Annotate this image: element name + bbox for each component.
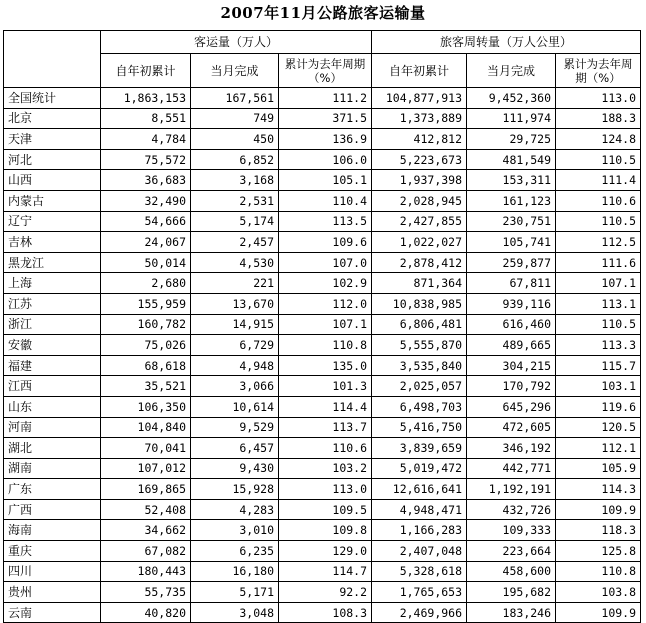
value-cell: 129.0 bbox=[279, 541, 372, 562]
value-cell: 135.0 bbox=[279, 355, 372, 376]
value-cell: 119.6 bbox=[556, 396, 641, 417]
table-row bbox=[4, 541, 641, 562]
table-row bbox=[4, 293, 641, 314]
value-cell: 5,171 bbox=[191, 582, 279, 603]
value-cell: 136.9 bbox=[279, 129, 372, 150]
value-cell: 110.5 bbox=[556, 314, 641, 335]
value-cell: 111,974 bbox=[467, 108, 556, 129]
value-cell: 4,283 bbox=[191, 499, 279, 520]
value-cell: 109.9 bbox=[556, 602, 641, 623]
value-cell: 110.8 bbox=[556, 561, 641, 582]
value-cell: 104,877,913 bbox=[372, 88, 467, 109]
value-cell: 109.5 bbox=[279, 499, 372, 520]
value-cell: 114.3 bbox=[556, 479, 641, 500]
value-cell: 230,751 bbox=[467, 211, 556, 232]
region-cell: 海南 bbox=[4, 520, 101, 541]
value-cell: 749 bbox=[191, 108, 279, 129]
value-cell: 1,166,283 bbox=[372, 520, 467, 541]
table-row bbox=[4, 314, 641, 335]
value-cell: 1,022,027 bbox=[372, 232, 467, 253]
value-cell: 458,600 bbox=[467, 561, 556, 582]
group-header-row bbox=[4, 31, 641, 54]
column-header: 当月完成 bbox=[467, 54, 556, 88]
value-cell: 115.7 bbox=[556, 355, 641, 376]
value-cell: 113.0 bbox=[556, 88, 641, 109]
value-cell: 50,014 bbox=[101, 252, 191, 273]
value-cell: 104,840 bbox=[101, 417, 191, 438]
value-cell: 1,765,653 bbox=[372, 582, 467, 603]
value-cell: 6,457 bbox=[191, 438, 279, 459]
region-cell: 云南 bbox=[4, 602, 101, 623]
value-cell: 2,407,048 bbox=[372, 541, 467, 562]
value-cell: 10,614 bbox=[191, 396, 279, 417]
value-cell: 167,561 bbox=[191, 88, 279, 109]
table-title: 2007年11月公路旅客运输量 bbox=[220, 4, 426, 22]
value-cell: 3,535,840 bbox=[372, 355, 467, 376]
value-cell: 2,457 bbox=[191, 232, 279, 253]
value-cell: 2,469,966 bbox=[372, 602, 467, 623]
region-cell: 内蒙古 bbox=[4, 190, 101, 211]
table-row bbox=[4, 149, 641, 170]
region-cell: 贵州 bbox=[4, 582, 101, 603]
value-cell: 4,948,471 bbox=[372, 499, 467, 520]
value-cell: 304,215 bbox=[467, 355, 556, 376]
region-cell: 江西 bbox=[4, 376, 101, 397]
table-row bbox=[4, 520, 641, 541]
value-cell: 107.0 bbox=[279, 252, 372, 273]
value-cell: 195,682 bbox=[467, 582, 556, 603]
value-cell: 259,877 bbox=[467, 252, 556, 273]
value-cell: 24,067 bbox=[101, 232, 191, 253]
value-cell: 3,066 bbox=[191, 376, 279, 397]
value-cell: 35,521 bbox=[101, 376, 191, 397]
value-cell: 2,680 bbox=[101, 273, 191, 294]
value-cell: 36,683 bbox=[101, 170, 191, 191]
value-cell: 5,328,618 bbox=[372, 561, 467, 582]
value-cell: 1,863,153 bbox=[101, 88, 191, 109]
value-cell: 155,959 bbox=[101, 293, 191, 314]
value-cell: 2,531 bbox=[191, 190, 279, 211]
region-cell: 湖北 bbox=[4, 438, 101, 459]
value-cell: 101.3 bbox=[279, 376, 372, 397]
value-cell: 113.5 bbox=[279, 211, 372, 232]
value-cell: 5,174 bbox=[191, 211, 279, 232]
table-row bbox=[4, 376, 641, 397]
region-cell: 山东 bbox=[4, 396, 101, 417]
table-row bbox=[4, 417, 641, 438]
value-cell: 4,948 bbox=[191, 355, 279, 376]
region-cell: 浙江 bbox=[4, 314, 101, 335]
value-cell: 6,729 bbox=[191, 335, 279, 356]
value-cell: 113.1 bbox=[556, 293, 641, 314]
region-cell: 黑龙江 bbox=[4, 252, 101, 273]
value-cell: 6,235 bbox=[191, 541, 279, 562]
value-cell: 5,019,472 bbox=[372, 458, 467, 479]
region-cell: 河北 bbox=[4, 149, 101, 170]
value-cell: 67,082 bbox=[101, 541, 191, 562]
table-row bbox=[4, 211, 641, 232]
value-cell: 112.1 bbox=[556, 438, 641, 459]
value-cell: 346,192 bbox=[467, 438, 556, 459]
value-cell: 161,123 bbox=[467, 190, 556, 211]
value-cell: 113.3 bbox=[556, 335, 641, 356]
value-cell: 169,865 bbox=[101, 479, 191, 500]
value-cell: 110.5 bbox=[556, 149, 641, 170]
value-cell: 939,116 bbox=[467, 293, 556, 314]
table-row bbox=[4, 190, 641, 211]
value-cell: 450 bbox=[191, 129, 279, 150]
value-cell: 113.0 bbox=[279, 479, 372, 500]
table-row bbox=[4, 170, 641, 191]
value-cell: 2,427,855 bbox=[372, 211, 467, 232]
value-cell: 108.3 bbox=[279, 602, 372, 623]
value-cell: 34,662 bbox=[101, 520, 191, 541]
value-cell: 489,665 bbox=[467, 335, 556, 356]
region-cell: 上海 bbox=[4, 273, 101, 294]
value-cell: 109.9 bbox=[556, 499, 641, 520]
region-cell: 辽宁 bbox=[4, 211, 101, 232]
value-cell: 2,025,057 bbox=[372, 376, 467, 397]
value-cell: 180,443 bbox=[101, 561, 191, 582]
value-cell: 6,498,703 bbox=[372, 396, 467, 417]
value-cell: 472,605 bbox=[467, 417, 556, 438]
value-cell: 6,806,481 bbox=[372, 314, 467, 335]
region-cell: 重庆 bbox=[4, 541, 101, 562]
region-cell: 吉林 bbox=[4, 232, 101, 253]
region-cell: 河南 bbox=[4, 417, 101, 438]
value-cell: 107,012 bbox=[101, 458, 191, 479]
value-cell: 481,549 bbox=[467, 149, 556, 170]
value-cell: 70,041 bbox=[101, 438, 191, 459]
value-cell: 125.8 bbox=[556, 541, 641, 562]
region-cell: 北京 bbox=[4, 108, 101, 129]
value-cell: 2,878,412 bbox=[372, 252, 467, 273]
value-cell: 118.3 bbox=[556, 520, 641, 541]
region-cell: 福建 bbox=[4, 355, 101, 376]
value-cell: 92.2 bbox=[279, 582, 372, 603]
value-cell: 170,792 bbox=[467, 376, 556, 397]
value-cell: 412,812 bbox=[372, 129, 467, 150]
value-cell: 9,452,360 bbox=[467, 88, 556, 109]
value-cell: 110.6 bbox=[279, 438, 372, 459]
value-cell: 3,048 bbox=[191, 602, 279, 623]
value-cell: 55,735 bbox=[101, 582, 191, 603]
value-cell: 67,811 bbox=[467, 273, 556, 294]
column-header: 累计为去年周期（%） bbox=[556, 54, 641, 88]
region-cell: 山西 bbox=[4, 170, 101, 191]
transport-table bbox=[3, 30, 641, 623]
table-row bbox=[4, 252, 641, 273]
table-row bbox=[4, 108, 641, 129]
value-cell: 8,551 bbox=[101, 108, 191, 129]
value-cell: 107.1 bbox=[279, 314, 372, 335]
value-cell: 106.0 bbox=[279, 149, 372, 170]
value-cell: 111.2 bbox=[279, 88, 372, 109]
value-cell: 188.3 bbox=[556, 108, 641, 129]
value-cell: 110.5 bbox=[556, 211, 641, 232]
value-cell: 1,937,398 bbox=[372, 170, 467, 191]
value-cell: 2,028,945 bbox=[372, 190, 467, 211]
value-cell: 9,529 bbox=[191, 417, 279, 438]
value-cell: 4,530 bbox=[191, 252, 279, 273]
value-cell: 75,026 bbox=[101, 335, 191, 356]
table-row bbox=[4, 396, 641, 417]
value-cell: 371.5 bbox=[279, 108, 372, 129]
value-cell: 29,725 bbox=[467, 129, 556, 150]
value-cell: 616,460 bbox=[467, 314, 556, 335]
value-cell: 12,616,641 bbox=[372, 479, 467, 500]
table-row bbox=[4, 232, 641, 253]
table-row bbox=[4, 355, 641, 376]
value-cell: 120.5 bbox=[556, 417, 641, 438]
table-row bbox=[4, 129, 641, 150]
table-row bbox=[4, 335, 641, 356]
value-cell: 109,333 bbox=[467, 520, 556, 541]
value-cell: 3,010 bbox=[191, 520, 279, 541]
value-cell: 113.7 bbox=[279, 417, 372, 438]
value-cell: 13,670 bbox=[191, 293, 279, 314]
value-cell: 1,192,191 bbox=[467, 479, 556, 500]
value-cell: 110.6 bbox=[556, 190, 641, 211]
value-cell: 40,820 bbox=[101, 602, 191, 623]
value-cell: 432,726 bbox=[467, 499, 556, 520]
passengers-group-header: 客运量（万人） bbox=[101, 31, 372, 54]
value-cell: 103.1 bbox=[556, 376, 641, 397]
region-cell: 安徽 bbox=[4, 335, 101, 356]
value-cell: 3,168 bbox=[191, 170, 279, 191]
value-cell: 112.0 bbox=[279, 293, 372, 314]
table-row bbox=[4, 582, 641, 603]
region-header-cell bbox=[4, 31, 101, 88]
value-cell: 68,618 bbox=[101, 355, 191, 376]
value-cell: 645,296 bbox=[467, 396, 556, 417]
table-row bbox=[4, 479, 641, 500]
table-body bbox=[4, 88, 641, 623]
turnover-group-header: 旅客周转量（万人公里） bbox=[372, 31, 641, 54]
table-row bbox=[4, 273, 641, 294]
value-cell: 1,373,889 bbox=[372, 108, 467, 129]
value-cell: 124.8 bbox=[556, 129, 641, 150]
region-cell: 全国统计 bbox=[4, 88, 101, 109]
value-cell: 3,839,659 bbox=[372, 438, 467, 459]
value-cell: 109.8 bbox=[279, 520, 372, 541]
value-cell: 16,180 bbox=[191, 561, 279, 582]
region-cell: 四川 bbox=[4, 561, 101, 582]
value-cell: 32,490 bbox=[101, 190, 191, 211]
table-row-total bbox=[4, 88, 641, 109]
value-cell: 221 bbox=[191, 273, 279, 294]
table-row bbox=[4, 438, 641, 459]
value-cell: 102.9 bbox=[279, 273, 372, 294]
value-cell: 10,838,985 bbox=[372, 293, 467, 314]
table-row bbox=[4, 561, 641, 582]
value-cell: 105,741 bbox=[467, 232, 556, 253]
value-cell: 6,852 bbox=[191, 149, 279, 170]
value-cell: 4,784 bbox=[101, 129, 191, 150]
value-cell: 9,430 bbox=[191, 458, 279, 479]
region-cell: 天津 bbox=[4, 129, 101, 150]
value-cell: 111.4 bbox=[556, 170, 641, 191]
table-row bbox=[4, 602, 641, 623]
value-cell: 103.8 bbox=[556, 582, 641, 603]
value-cell: 114.4 bbox=[279, 396, 372, 417]
column-header: 当月完成 bbox=[191, 54, 279, 88]
value-cell: 442,771 bbox=[467, 458, 556, 479]
value-cell: 223,664 bbox=[467, 541, 556, 562]
value-cell: 15,928 bbox=[191, 479, 279, 500]
value-cell: 54,666 bbox=[101, 211, 191, 232]
column-header: 自年初累计 bbox=[101, 54, 191, 88]
value-cell: 110.4 bbox=[279, 190, 372, 211]
value-cell: 52,408 bbox=[101, 499, 191, 520]
value-cell: 110.8 bbox=[279, 335, 372, 356]
value-cell: 5,223,673 bbox=[372, 149, 467, 170]
value-cell: 105.1 bbox=[279, 170, 372, 191]
column-header: 自年初累计 bbox=[372, 54, 467, 88]
value-cell: 75,572 bbox=[101, 149, 191, 170]
value-cell: 5,416,750 bbox=[372, 417, 467, 438]
column-header: 累计为去年周期（%） bbox=[279, 54, 372, 88]
value-cell: 103.2 bbox=[279, 458, 372, 479]
value-cell: 183,246 bbox=[467, 602, 556, 623]
value-cell: 106,350 bbox=[101, 396, 191, 417]
value-cell: 14,915 bbox=[191, 314, 279, 335]
value-cell: 107.1 bbox=[556, 273, 641, 294]
value-cell: 871,364 bbox=[372, 273, 467, 294]
value-cell: 114.7 bbox=[279, 561, 372, 582]
table-row bbox=[4, 499, 641, 520]
value-cell: 105.9 bbox=[556, 458, 641, 479]
value-cell: 109.6 bbox=[279, 232, 372, 253]
region-cell: 江苏 bbox=[4, 293, 101, 314]
region-cell: 广东 bbox=[4, 479, 101, 500]
value-cell: 5,555,870 bbox=[372, 335, 467, 356]
value-cell: 153,311 bbox=[467, 170, 556, 191]
value-cell: 112.5 bbox=[556, 232, 641, 253]
region-cell: 湖南 bbox=[4, 458, 101, 479]
region-cell: 广西 bbox=[4, 499, 101, 520]
value-cell: 160,782 bbox=[101, 314, 191, 335]
value-cell: 111.6 bbox=[556, 252, 641, 273]
table-row bbox=[4, 458, 641, 479]
